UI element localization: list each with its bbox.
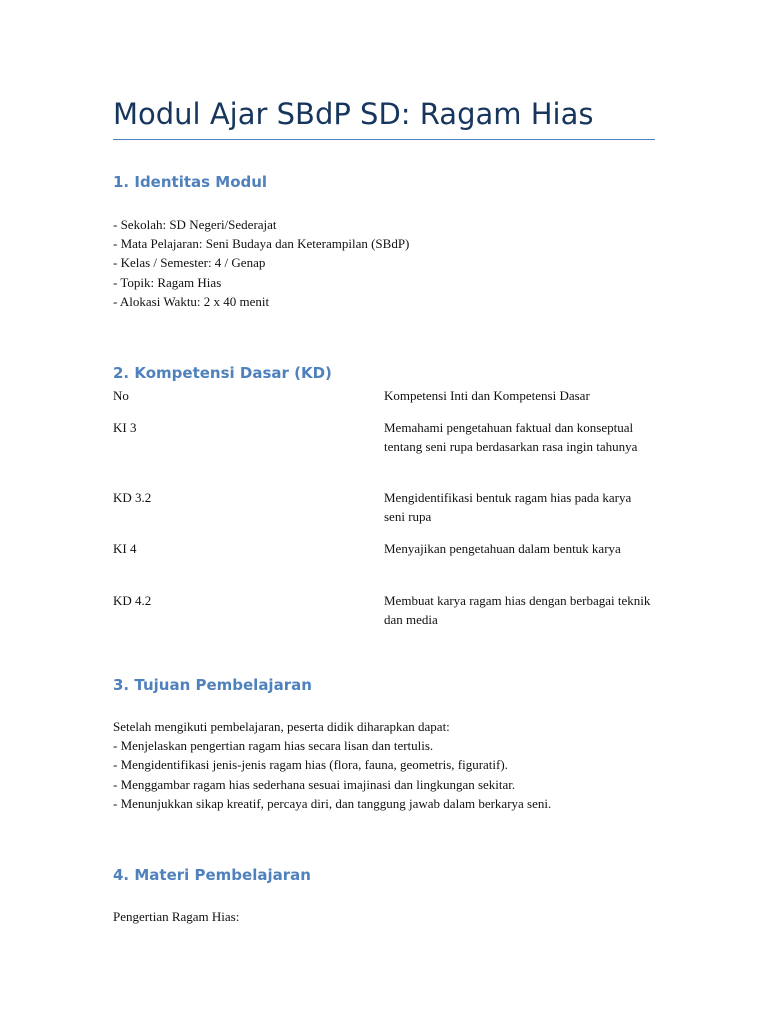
- section-2-heading: 2. Kompetensi Dasar (KD): [113, 364, 332, 382]
- title-underline: [113, 139, 655, 140]
- table-cell-no: KD 3.2: [113, 490, 152, 505]
- section-1-heading: 1. Identitas Modul: [113, 173, 268, 191]
- table-cell-text: Mengidentifikasi bentuk ragam hias pada karya seni rupa: [384, 490, 632, 525]
- list-item: - Menggambar ragam hias sederhana sesuai imajinasi dan lingkungan sekitar.: [113, 776, 516, 792]
- table-header-no: No: [113, 388, 129, 403]
- table-cell-no: KI 4: [113, 541, 137, 556]
- list-item: - Menjelaskan pengertian ragam hias secara lisan dan tertulis.: [113, 738, 434, 754]
- materi-intro: [113, 907, 655, 926]
- paragraph-intro: Setelah mengikuti pembelajaran, peserta didik diharapkan dapat:: [113, 719, 450, 734]
- list-item: - Menunjukkan sikap kreatif, percaya diri, dan tanggung jawab dalam berkarya seni.: [113, 795, 552, 811]
- table-cell-text: Memahami pengetahuan faktual dan konseptual tentang seni rupa berdasarkan rasa ingin tahunya: [384, 420, 638, 455]
- list-item: - Alokasi Waktu: 2 x 40 menit: [113, 293, 270, 309]
- list-item: - Kelas / Semester: 4 / Genap: [113, 255, 266, 271]
- document-title: Modul Ajar SBdP SD: Ragam Hias: [113, 97, 594, 131]
- tujuan-list: [113, 717, 655, 813]
- paragraph-intro: Pengertian Ragam Hias:: [113, 909, 240, 924]
- table-cell-no: KI 3: [113, 420, 137, 435]
- table-cell-no: KD 4.2: [113, 593, 152, 608]
- table-cell-text: Membuat karya ragam hias dengan berbagai teknik dan media: [384, 593, 651, 628]
- section-4-heading: 4. Materi Pembelajaran: [113, 866, 311, 884]
- table-cell-text: Menyajikan pengetahuan dalam bentuk karya: [384, 541, 621, 556]
- identitas-list: [113, 215, 655, 311]
- list-item: - Topik: Ragam Hias: [113, 274, 222, 290]
- list-item: - Mata Pelajaran: Seni Budaya dan Keterampilan (SBdP): [113, 236, 410, 252]
- section-3-heading: 3. Tujuan Pembelajaran: [113, 676, 312, 694]
- list-item: - Mengidentifikasi jenis-jenis ragam hias (flora, fauna, geometris, figuratif).: [113, 757, 508, 773]
- list-item: - Sekolah: SD Negeri/Sederajat: [113, 217, 277, 232]
- table-header-kompetensi: Kompetensi Inti dan Kompetensi Dasar: [384, 388, 590, 403]
